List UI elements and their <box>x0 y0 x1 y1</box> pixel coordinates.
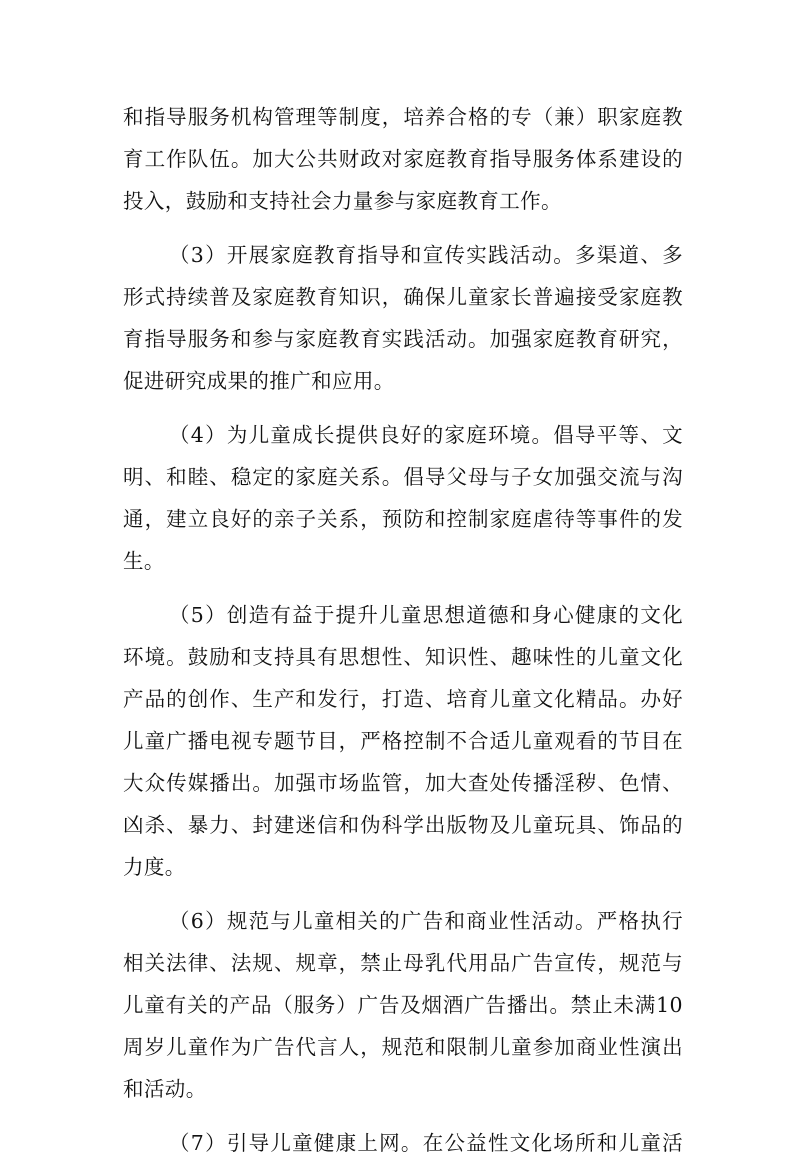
paragraph-line: 儿童有关的产品（服务）广告及烟酒广告播出。禁止未满10 <box>123 993 683 1017</box>
paragraph-3 <box>123 414 683 582</box>
paragraph-line: 育指导服务和参与家庭教育实践活动。加强家庭教育研究， <box>123 327 683 351</box>
paragraph-line: 生。 <box>123 549 165 573</box>
paragraph-line: 和指导服务机构管理等制度，培养合格的专（兼）职家庭教 <box>123 105 683 129</box>
paragraph-line: （4）为儿童成长提供良好的家庭环境。倡导平等、文 <box>169 423 683 447</box>
paragraph-line: 产品的创作、生产和发行，打造、培育儿童文化精品。办好 <box>123 687 683 711</box>
paragraph-line: 周岁儿童作为广告代言人，规范和限制儿童参加商业性演出 <box>123 1035 683 1059</box>
paragraph-line: 促进研究成果的推广和应用。 <box>123 369 395 393</box>
paragraph-line: 凶杀、暴力、封建迷信和伪科学出版物及儿童玩具、饰品的 <box>123 813 683 837</box>
paragraph-line: （6）规范与儿童相关的广告和商业性活动。严格执行 <box>169 909 683 933</box>
paragraph-line: 大众传媒播出。加强市场监管，加大查处传播淫秽、色情、 <box>123 771 683 795</box>
paragraph-line: 儿童广播电视专题节目，严格控制不合适儿童观看的节目在 <box>123 729 683 753</box>
paragraph-line: 育工作队伍。加大公共财政对家庭教育指导服务体系建设的 <box>123 147 683 171</box>
paragraph-line: 明、和睦、稳定的家庭关系。倡导父母与子女加强交流与沟 <box>123 465 683 489</box>
paragraph-line: 投入，鼓励和支持社会力量参与家庭教育工作。 <box>123 189 562 213</box>
document-body <box>123 96 683 1164</box>
paragraph-line: 形式持续普及家庭教育知识，确保儿童家长普遍接受家庭教 <box>123 285 683 309</box>
paragraph-6 <box>123 1122 683 1164</box>
paragraph-4 <box>123 594 683 888</box>
paragraph-line: 环境。鼓励和支持具有思想性、知识性、趣味性的儿童文化 <box>123 645 683 669</box>
paragraph-1 <box>123 96 683 222</box>
paragraph-2 <box>123 234 683 402</box>
paragraph-line: 和活动。 <box>123 1077 207 1101</box>
paragraph-line: 通，建立良好的亲子关系，预防和控制家庭虐待等事件的发 <box>123 507 683 531</box>
paragraph-line: 力度。 <box>123 855 186 879</box>
paragraph-line: 相关法律、法规、规章，禁止母乳代用品广告宣传，规范与 <box>123 951 683 975</box>
paragraph-line: （3）开展家庭教育指导和宣传实践活动。多渠道、多 <box>169 243 683 267</box>
paragraph-line: （7）引导儿童健康上网。在公益性文化场所和儿童活 <box>169 1131 683 1155</box>
paragraph-5 <box>123 900 683 1110</box>
paragraph-line: （5）创造有益于提升儿童思想道德和身心健康的文化 <box>169 603 683 627</box>
